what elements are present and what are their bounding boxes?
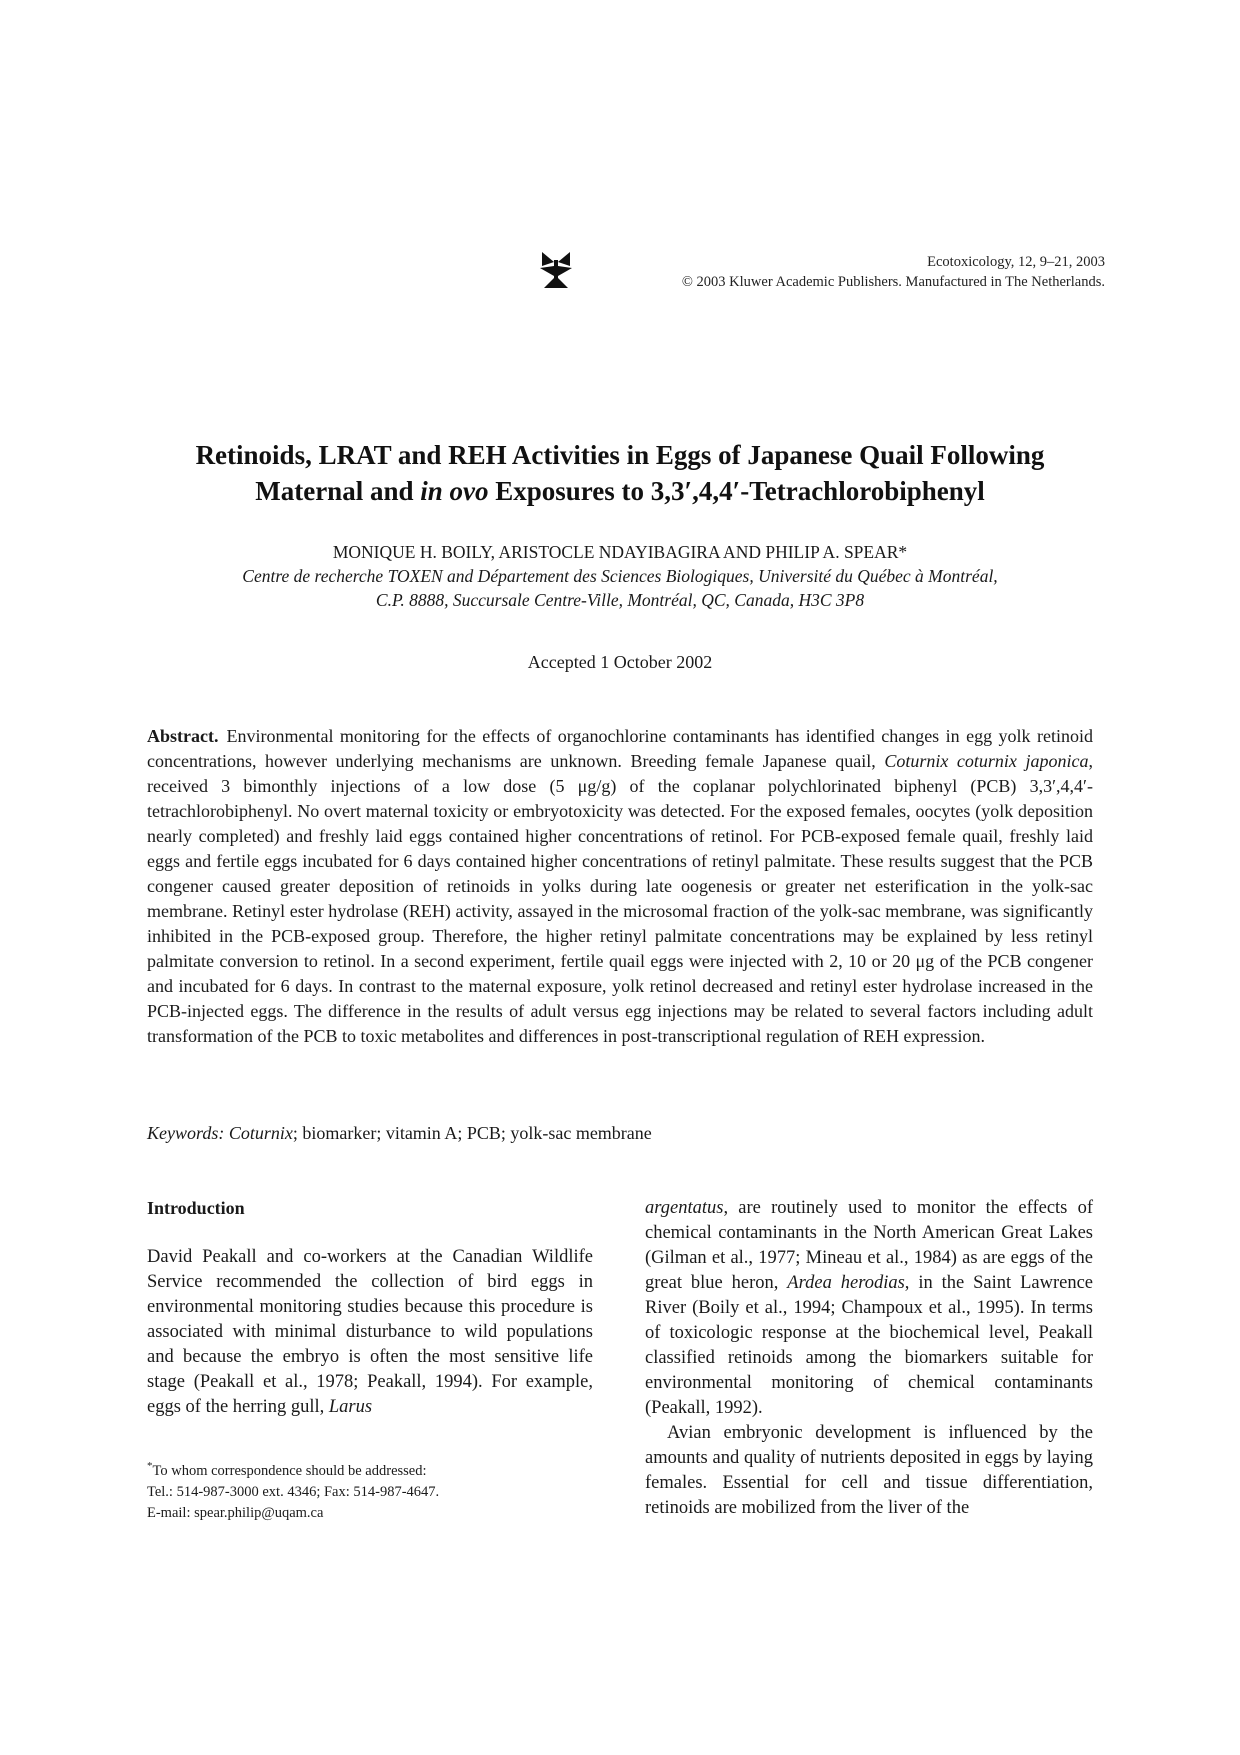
journal-header [682, 252, 1105, 292]
intro-paragraph-2: Avian embryonic development is influenced by the amounts and quality of nutrients deposited in eggs by laying females. Essential for cell and tissue differentiation, retinoids are mobilized from the liver of the [645, 1423, 1093, 1518]
title-text: Exposures to 3,3′,4,4′-Tetrachlorobiphenyl [488, 476, 985, 506]
keywords [147, 1121, 1093, 1146]
keyword-coturnix: Coturnix [228, 1123, 293, 1143]
abstract-text: , received 3 bimonthly injections of a low dose (5 μg/g) of the coplanar polychlorinated biphenyl (PCB) 3,3′,4,4′-tetrachlorobiphenyl. No overt maternal toxicity or embryotoxicity was detected. For the exposed females, oocytes (yolk deposition nearly completed) and freshly laid eggs contained higher concentrations of retinol. For PCB-exposed female quail, freshly laid eggs and fertile eggs incubated for 6 days contained higher concentrations of retinyl palmitate. These results suggest that the PCB congener caused greater deposition of retinoids in yolks during late oogenesis or greater net esterification in the yolk-sac membrane. Retinyl ester hydrolase (REH) activity, assayed in the microsomal fraction of the yolk-sac membrane, was significantly inhibited in the PCB-exposed group. Therefore, the higher retinyl palmitate concentrations may be explained by less retinyl palmitate conversion to retinol. In a second experiment, fertile quail eggs were injected with 2, 10 or 20 μg of the PCB congener and incubated for 6 days. In contrast to the maternal exposure, yolk retinol decreased and retinyl ester hydrolase increased in the PCB-injected eggs. The difference in the results of adult versus egg injections may be related to several factors including adult transformation of the PCB to toxic metabolites and differences in post-transcriptional regulation of REH expression. [147, 751, 1093, 1046]
abstract [147, 724, 1093, 1049]
paragraph-text: , in the Saint Lawrence River (Boily et al., 1994; Champoux et al., 1995). In terms of toxicologic response at the biochemical level, Peakall classified retinoids among the biomarkers suitable for environmental monitoring of chemical contaminants (Peakall, 1992). [645, 1273, 1093, 1418]
title-text: Maternal and [255, 476, 421, 506]
abstract-species: Coturnix coturnix japonica [884, 751, 1089, 771]
footnote-phone: Tel.: 514-987-3000 ext. 4346; Fax: 514-987-4647. [147, 1483, 440, 1500]
publisher-logo-icon [538, 250, 574, 290]
section-heading-introduction: Introduction [147, 1198, 245, 1218]
footnote-text: To whom correspondence should be addressed: [152, 1462, 427, 1479]
title-line-2 [140, 473, 1100, 509]
asterisk-mark: * [147, 1460, 153, 1472]
title-line-1: Retinoids, LRAT and REH Activities in Eggs of Japanese Quail Following [195, 440, 1045, 470]
species-larus: Larus [328, 1397, 373, 1417]
intro-paragraph-1-continued [645, 1196, 1093, 1421]
journal-citation: Ecotoxicology, 12, 9–21, 2003 [927, 254, 1105, 270]
copyright-line: © 2003 Kluwer Academic Publishers. Manufactured in The Netherlands. [681, 274, 1105, 290]
affiliation [140, 564, 1100, 612]
paragraph-text: , are routinely used to monitor the effects of chemical contaminants in the North American Great Lakes (Gilman et al., 1977; Mineau et al., 1984) as are eggs of the great blue heron, [645, 1198, 1093, 1293]
paragraph-text: David Peakall and co-workers at the Canadian Wildlife Service recommended the collection of bird eggs in environmental monitoring studies because this procedure is associated with minimal disturbance to wild populations and because the embryo is often the most sensitive life stage (Peakall et al., 1978; Peakall, 1994). For example, eggs of the herring gull, [147, 1247, 593, 1417]
intro-paragraph-1 [147, 1245, 593, 1420]
species-ardea: Ardea herodias [787, 1273, 905, 1293]
authors: MONIQUE H. BOILY, ARISTOCLE NDAYIBAGIRA AND PHILIP A. SPEAR* [332, 542, 908, 562]
footnote-email: E-mail: spear.philip@uqam.ca [147, 1504, 324, 1521]
accepted-date: Accepted 1 October 2002 [527, 652, 713, 672]
correspondence-footnote [147, 1456, 593, 1524]
affiliation-line-2: C.P. 8888, Succursale Centre-Ville, Montréal, QC, Canada, H3C 3P8 [375, 590, 865, 610]
abstract-text: Environmental monitoring for the effects of organochlorine contaminants has identified changes in egg yolk retinoid concentrations, however underlying mechanisms are unknown. Breeding female Japanese quail, [147, 726, 1093, 771]
footnote-line-1 [147, 1456, 593, 1482]
species-argentatus: argentatus [645, 1198, 724, 1218]
right-column [645, 1196, 1093, 1521]
affiliation-line-1: Centre de recherche TOXEN and Département des Sciences Biologiques, Université du Québec à Montréal, [242, 566, 998, 586]
paper-title [140, 437, 1100, 509]
left-column [147, 1196, 593, 1420]
abstract-label: Abstract. [147, 726, 219, 746]
keywords-label: Keywords: [147, 1123, 225, 1143]
keywords-list: ; biomarker; vitamin A; PCB; yolk-sac membrane [292, 1123, 652, 1143]
title-in-ovo: in ovo [420, 476, 489, 506]
